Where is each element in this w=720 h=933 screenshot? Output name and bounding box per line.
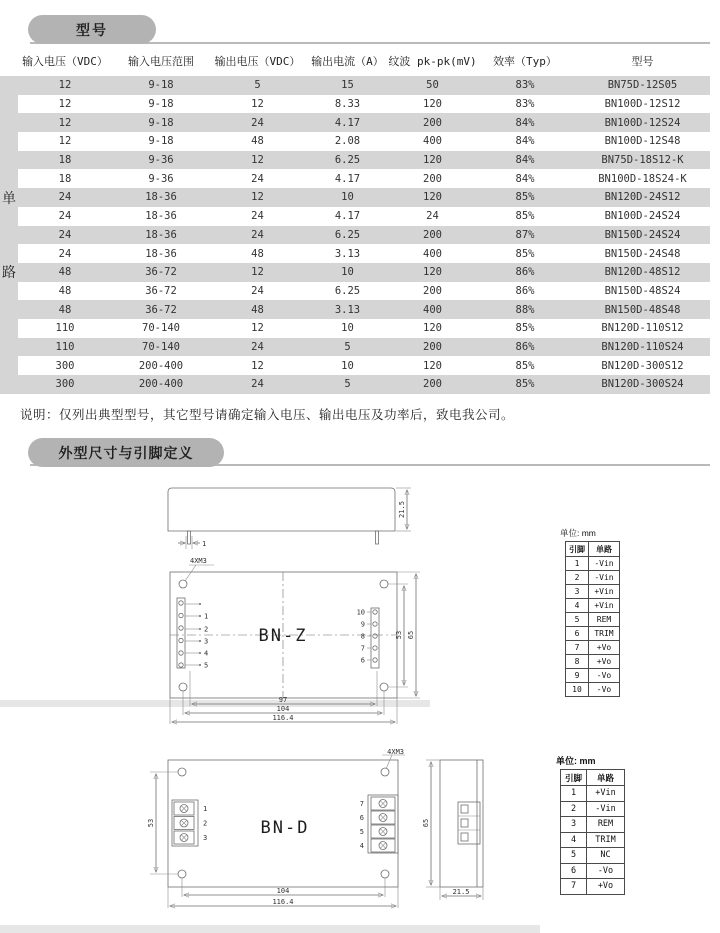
dim-label-104: 104	[276, 887, 290, 895]
pin-number: 2	[561, 801, 587, 817]
pin-function: -Vin	[589, 571, 620, 585]
models-table	[18, 46, 710, 394]
pin-function: -Vin	[587, 801, 625, 817]
cell-input-voltage: 24	[58, 191, 72, 204]
cell-input-range: 9-18	[148, 79, 174, 92]
cell-efficiency: 87%	[515, 228, 535, 241]
pin-row	[566, 655, 620, 669]
pin-function: +Vin	[587, 786, 625, 802]
bnz-pin-number: 5	[204, 661, 209, 670]
pin-col-header: 引脚	[566, 542, 589, 557]
bnd-top-view	[147, 748, 405, 908]
cell-ripple: 120	[423, 191, 442, 204]
cell-output-current: 4.17	[334, 116, 361, 129]
pin-number: 7	[566, 641, 589, 655]
cell-ripple: 120	[423, 154, 442, 167]
table-row	[18, 113, 710, 132]
cell-ripple: 400	[423, 303, 442, 316]
col-header-model: 型号	[631, 55, 654, 68]
cell-model: BN120D-24S12	[604, 191, 681, 204]
table-row	[18, 356, 710, 375]
pin-row	[561, 786, 625, 802]
cell-output-current: 3.13	[334, 247, 361, 260]
table-row	[18, 76, 710, 95]
section-title-outline-label: 外型尺寸与引脚定义	[58, 444, 194, 461]
cell-model: BN150D-48S24	[604, 284, 681, 297]
channel-label-char: 路	[2, 264, 16, 280]
cell-input-voltage: 12	[58, 116, 72, 129]
dim-label-116-4: 116.4	[272, 714, 294, 722]
pin-number: 10	[566, 683, 589, 697]
dim-label-21-5: 21.5	[452, 888, 470, 896]
cell-efficiency: 84%	[515, 116, 535, 129]
cell-output-current: 10	[341, 322, 354, 335]
pin-row	[566, 571, 620, 585]
pin-number: 1	[566, 557, 589, 571]
screw-spec-label: 4XM3	[190, 557, 207, 565]
table-row	[18, 188, 710, 207]
cell-output-voltage: 12	[251, 154, 264, 167]
pin-function: TRIM	[587, 832, 625, 848]
cell-efficiency: 85%	[515, 210, 535, 223]
cell-input-range: 9-36	[148, 154, 174, 167]
dim-label-65: 65	[422, 818, 430, 828]
cell-input-range: 9-36	[148, 172, 174, 185]
pin-function: +Vin	[589, 599, 620, 613]
cell-input-range: 18-36	[145, 247, 177, 260]
cell-input-range: 9-18	[148, 116, 174, 129]
col-header-ripple: 纹波 pk-pk(mV)	[388, 55, 477, 68]
cell-output-current: 2.08	[334, 135, 361, 148]
cell-input-range: 9-18	[148, 135, 174, 148]
table-row	[18, 282, 710, 301]
pin-function: -Vin	[589, 557, 620, 571]
cell-ripple: 120	[423, 98, 442, 111]
cell-output-voltage: 12	[251, 322, 264, 335]
cell-model: BN75D-12S05	[607, 79, 678, 92]
cell-output-current: 5	[344, 378, 351, 391]
cell-ripple: 200	[423, 340, 442, 353]
cell-model: BN100D-18S24-K	[598, 172, 687, 185]
cell-output-voltage: 12	[251, 359, 264, 372]
cell-efficiency: 84%	[515, 172, 535, 185]
pin-row	[566, 627, 620, 641]
cell-ripple: 120	[423, 322, 442, 335]
cell-output-voltage: 24	[251, 284, 264, 297]
bnd-pin-number: 6	[359, 814, 364, 822]
cell-model: BN120D-110S12	[601, 322, 684, 335]
bnd-pin-number: 5	[359, 828, 364, 836]
cell-output-voltage: 48	[251, 247, 264, 260]
cell-ripple: 200	[423, 378, 442, 391]
cell-model: BN75D-18S12-K	[601, 154, 684, 167]
pin-function: +Vo	[589, 641, 620, 655]
pin-col-header: 引脚	[561, 770, 587, 786]
cell-input-range: 18-36	[145, 228, 177, 241]
cell-output-current: 4.17	[334, 172, 361, 185]
pin-number: 1	[561, 786, 587, 802]
cell-ripple: 120	[423, 359, 442, 372]
pin-number: 6	[566, 627, 589, 641]
cell-input-voltage: 48	[58, 284, 72, 297]
cell-model: BN120D-300S24	[601, 378, 684, 391]
channel-type-gutter	[0, 76, 18, 394]
cell-efficiency: 88%	[515, 303, 535, 316]
bnz-pin-number: 6	[360, 656, 365, 665]
cell-output-current: 3.13	[334, 303, 361, 316]
cell-efficiency: 85%	[515, 378, 535, 391]
pin-number: 7	[561, 879, 587, 895]
cell-efficiency: 85%	[515, 247, 535, 260]
pin-function: NC	[587, 848, 625, 864]
pin-function: -Vo	[589, 669, 620, 683]
pin-function: REM	[587, 817, 625, 833]
cell-efficiency: 86%	[515, 340, 535, 353]
cell-input-range: 70-140	[142, 322, 180, 335]
bnz-top-view	[170, 557, 420, 724]
section-title-models-label: 型号	[76, 21, 108, 38]
bnz-model-label: BN-Z	[258, 626, 308, 646]
cell-efficiency: 83%	[515, 98, 535, 111]
table-row	[18, 338, 710, 357]
pin-function: TRIM	[589, 627, 620, 641]
cell-output-current: 10	[341, 191, 354, 204]
table-row	[18, 169, 710, 188]
pin-number: 8	[566, 655, 589, 669]
pin-function: -Vo	[587, 863, 625, 879]
cell-model: BN100D-12S24	[604, 116, 681, 129]
cell-input-range: 36-72	[145, 284, 177, 297]
outline-drawings	[0, 475, 720, 933]
bnd-pin-number: 1	[203, 805, 208, 813]
cell-input-range: 200-400	[138, 359, 184, 372]
cell-output-current: 5	[344, 340, 351, 353]
cell-input-range: 36-72	[145, 266, 177, 279]
section-title-outline	[28, 438, 224, 467]
pin-row	[561, 832, 625, 848]
bnz-pin-number: 9	[360, 620, 365, 629]
table-row	[18, 226, 710, 245]
cell-model: BN120D-110S24	[601, 340, 684, 353]
bnd-pin-table	[560, 769, 625, 895]
cell-efficiency: 84%	[515, 135, 535, 148]
bnz-pin-number: 4	[204, 649, 209, 658]
channel-col-header: 单路	[589, 542, 620, 557]
channel-col-header: 单路	[587, 770, 625, 786]
bnz-pin-number: 3	[204, 637, 209, 646]
pin-function: +Vin	[589, 585, 620, 599]
cell-input-voltage: 24	[58, 247, 72, 260]
cell-ripple: 50	[426, 79, 439, 92]
pin-number: 3	[566, 585, 589, 599]
dim-label-97: 97	[278, 696, 288, 704]
unit-label: 单位: mm	[556, 756, 596, 766]
bnz-pin-table	[565, 541, 620, 697]
cell-input-range: 36-72	[145, 303, 177, 316]
pin-number: 3	[561, 817, 587, 833]
cell-output-voltage: 24	[251, 228, 264, 241]
cell-model: BN150D-24S24	[604, 228, 681, 241]
bnz-pin-number: 2	[204, 625, 209, 634]
dim-label-104: 104	[276, 705, 290, 713]
bnd-model-label: BN-D	[260, 818, 310, 838]
pin-number: 2	[566, 571, 589, 585]
cell-output-current: 6.25	[334, 154, 361, 167]
table-row	[18, 263, 710, 282]
cell-output-voltage: 24	[251, 116, 264, 129]
table-row	[18, 132, 710, 151]
cell-input-voltage: 24	[58, 210, 72, 223]
pin-table-header	[561, 770, 625, 786]
dim-label-53: 53	[147, 818, 155, 828]
pin-function: +Vo	[587, 879, 625, 895]
cell-ripple: 200	[423, 116, 442, 129]
table-row	[18, 95, 710, 114]
cell-output-current: 6.25	[334, 284, 361, 297]
pin-number: 5	[566, 613, 589, 627]
channel-label-char: 单	[2, 190, 16, 206]
cell-output-current: 10	[341, 359, 354, 372]
module-side-view	[168, 488, 411, 549]
cell-efficiency: 85%	[515, 359, 535, 372]
pin-row	[566, 683, 620, 697]
cell-input-range: 70-140	[142, 340, 180, 353]
pin-function: +Vo	[589, 655, 620, 669]
pin-row	[561, 817, 625, 833]
cell-output-current: 4.17	[334, 210, 361, 223]
dim-label-pin-1: 1	[202, 540, 207, 548]
models-table-header	[18, 46, 710, 76]
cell-output-voltage: 5	[254, 79, 261, 92]
cell-input-voltage: 48	[58, 303, 72, 316]
cell-input-range: 9-18	[148, 98, 174, 111]
cell-efficiency: 86%	[515, 284, 535, 297]
pin-function: REM	[589, 613, 620, 627]
cell-input-voltage: 300	[55, 378, 75, 391]
cell-model: BN150D-48S48	[604, 303, 681, 316]
cell-input-voltage: 12	[58, 79, 72, 92]
cell-ripple: 400	[423, 135, 442, 148]
cell-output-voltage: 12	[251, 266, 264, 279]
table-row	[18, 151, 710, 170]
bnd-pin-number: 7	[359, 800, 364, 808]
bnd-pin-number: 2	[203, 819, 208, 828]
dim-label-21-5: 21.5	[398, 501, 406, 518]
pin-function: -Vo	[589, 683, 620, 697]
cell-ripple: 200	[423, 172, 442, 185]
bnd-pin-number: 3	[203, 834, 208, 842]
dim-label-53: 53	[395, 630, 403, 640]
col-header-input-range: 输入电压范围	[128, 55, 194, 68]
section-title-models	[28, 15, 156, 44]
pin-number: 5	[561, 848, 587, 864]
cell-input-voltage: 24	[58, 228, 72, 241]
cell-model: BN100D-12S12	[604, 98, 681, 111]
bnz-pin-number: 7	[360, 644, 365, 653]
cell-efficiency: 84%	[515, 154, 535, 167]
dim-label-116-4: 116.4	[272, 898, 294, 906]
pin-row	[566, 585, 620, 599]
cell-ripple: 400	[423, 247, 442, 260]
cell-output-voltage: 24	[251, 378, 264, 391]
note-text: 说明：仅列出典型型号，其它型号请确定输入电压、输出电压及功率后，致电我公司。	[20, 408, 515, 422]
unit-label: 单位: mm	[560, 528, 596, 538]
cell-input-range: 200-400	[138, 378, 184, 391]
bnz-pin-number: 10	[356, 608, 365, 617]
cell-output-voltage: 24	[251, 172, 264, 185]
cell-input-range: 18-36	[145, 191, 177, 204]
pin-row	[566, 641, 620, 655]
cell-input-voltage: 12	[58, 98, 72, 111]
cell-output-voltage: 24	[251, 340, 264, 353]
col-header-input-voltage: 输入电压（VDC）	[22, 55, 108, 68]
pin-row	[566, 669, 620, 683]
cell-output-current: 15	[341, 79, 354, 92]
cell-model: BN120D-48S12	[604, 266, 681, 279]
pin-row	[566, 613, 620, 627]
cell-output-current: 8.33	[334, 98, 361, 111]
cell-output-voltage: 48	[251, 303, 264, 316]
pin-number: 4	[566, 599, 589, 613]
dim-label-65: 65	[407, 630, 415, 640]
bnz-pin-number: 8	[360, 632, 365, 641]
table-row	[18, 319, 710, 338]
cell-efficiency: 85%	[515, 322, 535, 335]
bnd-side-view	[422, 760, 483, 900]
cell-output-voltage: 48	[251, 135, 264, 148]
col-header-efficiency: 效率（Typ）	[493, 55, 557, 68]
table-row	[18, 375, 710, 394]
cell-input-voltage: 110	[55, 340, 75, 353]
cell-ripple: 200	[423, 228, 442, 241]
pin-table-header	[566, 542, 620, 557]
cell-efficiency: 86%	[515, 266, 535, 279]
cell-ripple: 24	[426, 210, 439, 223]
cell-model: BN100D-12S48	[604, 135, 681, 148]
cell-input-voltage: 12	[58, 135, 72, 148]
cell-model: BN100D-24S24	[604, 210, 681, 223]
cell-input-range: 18-36	[145, 210, 177, 223]
cell-output-voltage: 12	[251, 98, 264, 111]
cell-ripple: 200	[423, 284, 442, 297]
cell-input-voltage: 48	[58, 266, 72, 279]
pin-number: 9	[566, 669, 589, 683]
cell-output-voltage: 12	[251, 191, 264, 204]
pin-row	[566, 557, 620, 571]
table-row	[18, 207, 710, 226]
cell-input-voltage: 110	[55, 322, 75, 335]
bnz-pin-number: 1	[204, 612, 209, 621]
pin-row	[561, 848, 625, 864]
pin-row	[566, 599, 620, 613]
cell-input-voltage: 18	[58, 172, 72, 185]
col-header-output-voltage: 输出电压（VDC）	[214, 55, 301, 68]
cell-efficiency: 85%	[515, 191, 535, 204]
cell-output-voltage: 24	[251, 210, 264, 223]
cell-input-voltage: 18	[58, 154, 72, 167]
cell-output-current: 6.25	[334, 228, 361, 241]
cell-efficiency: 83%	[515, 79, 535, 92]
cell-ripple: 120	[423, 266, 442, 279]
table-row	[18, 244, 710, 263]
cell-model: BN120D-300S12	[601, 359, 684, 372]
cell-output-current: 10	[341, 266, 354, 279]
col-header-output-current: 输出电流（A）	[311, 55, 384, 68]
cell-model: BN150D-24S48	[604, 247, 681, 260]
table-row	[18, 300, 710, 319]
pin-number: 4	[561, 832, 587, 848]
screw-spec-label: 4XM3	[387, 748, 404, 756]
pin-row	[561, 801, 625, 817]
bnd-pin-number: 4	[359, 842, 364, 850]
pin-row	[561, 863, 625, 879]
pin-number: 6	[561, 863, 587, 879]
cell-input-voltage: 300	[55, 359, 75, 372]
pin-row	[561, 879, 625, 895]
